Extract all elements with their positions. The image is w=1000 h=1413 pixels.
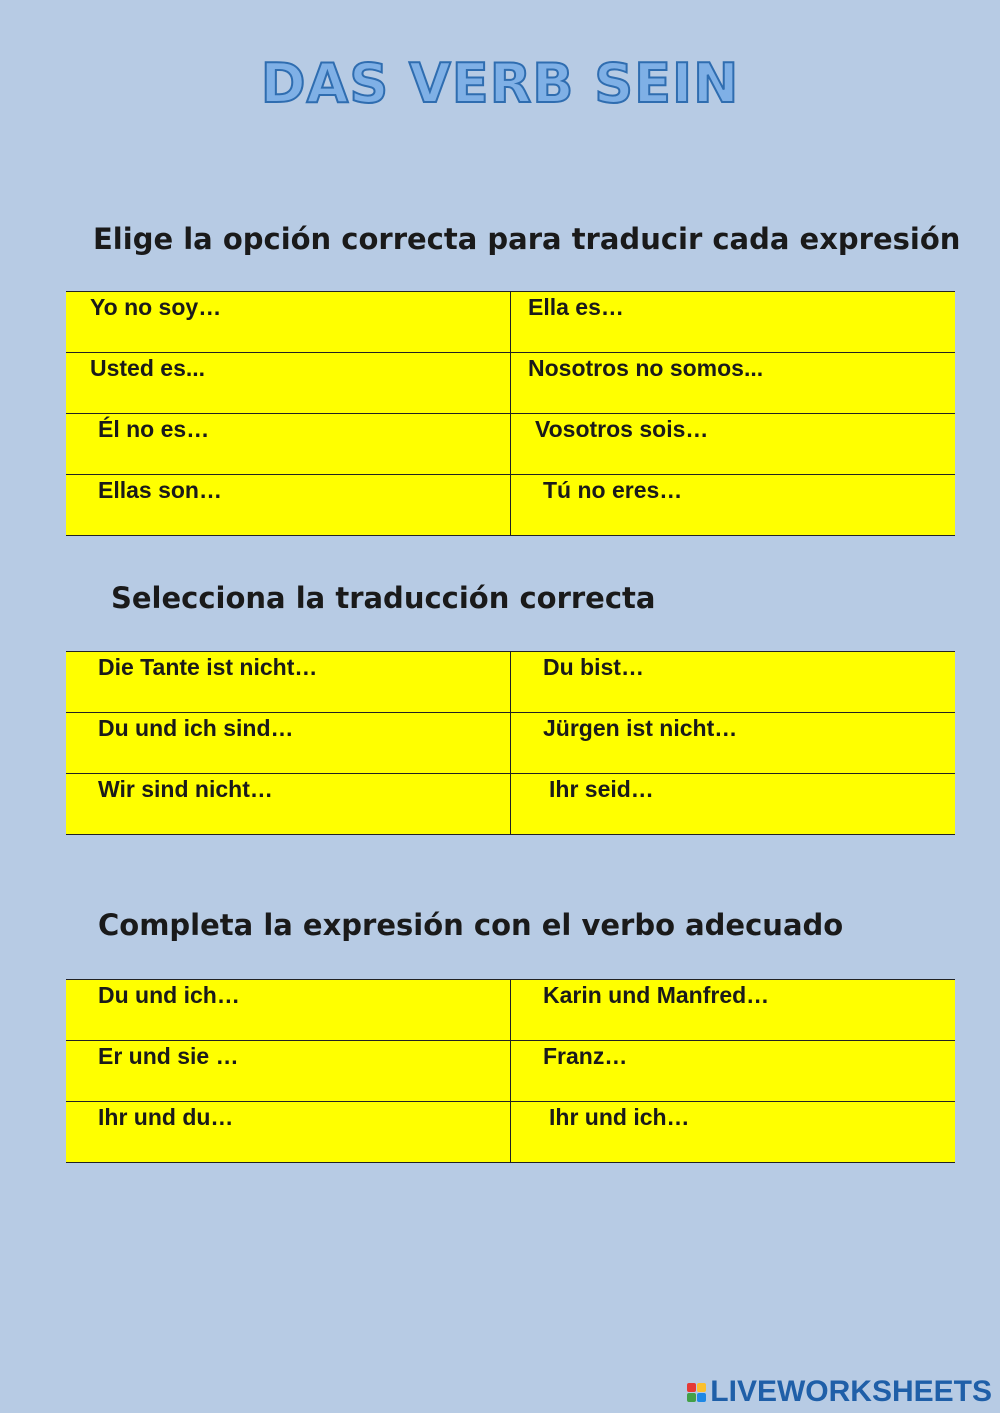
section-3-table [66,979,955,1163]
table-row [66,475,955,536]
table-cell[interactable]: Tú no eres… [511,475,956,536]
table-row [66,292,955,353]
section-3-heading: Completa la expresión con el verbo adecuado [98,908,844,942]
table-cell[interactable]: Die Tante ist nicht… [66,652,511,713]
table-cell[interactable]: Du und ich sind… [66,713,511,774]
table-row [66,980,955,1041]
logo-text: LIVEWORKSHEETS [710,1375,992,1408]
table-row [66,713,955,774]
table-cell[interactable]: Du und ich… [66,980,511,1041]
liveworksheets-logo [687,1374,992,1410]
table-row [66,1041,955,1102]
table-cell[interactable]: Vosotros sois… [511,414,956,475]
table-cell[interactable]: Ella es… [511,292,956,353]
table-row [66,652,955,713]
table-cell[interactable]: Franz… [511,1041,956,1102]
table-row [66,414,955,475]
table-cell[interactable]: Ellas son… [66,475,511,536]
table-cell[interactable]: Ihr seid… [511,774,956,835]
table-cell[interactable]: Wir sind nicht… [66,774,511,835]
section-2-table [66,651,955,835]
table-cell[interactable]: Él no es… [66,414,511,475]
table-cell[interactable]: Ihr und du… [66,1102,511,1163]
table-row [66,1102,955,1163]
table-cell[interactable]: Du bist… [511,652,956,713]
section-1-heading: Elige la opción correcta para traducir cada expresión [93,222,961,256]
table-cell[interactable]: Usted es... [66,353,511,414]
table-row [66,774,955,835]
table-row [66,353,955,414]
table-cell[interactable]: Er und sie … [66,1041,511,1102]
logo-icon [687,1383,706,1402]
section-1-table [66,291,955,536]
worksheet-title: DAS VERB SEIN [260,52,740,115]
table-cell[interactable]: Nosotros no somos... [511,353,956,414]
table-cell[interactable]: Ihr und ich… [511,1102,956,1163]
table-cell[interactable]: Jürgen ist nicht… [511,713,956,774]
table-cell[interactable]: Yo no soy… [66,292,511,353]
table-cell[interactable]: Karin und Manfred… [511,980,956,1041]
section-2-heading: Selecciona la traducción correcta [111,581,656,615]
